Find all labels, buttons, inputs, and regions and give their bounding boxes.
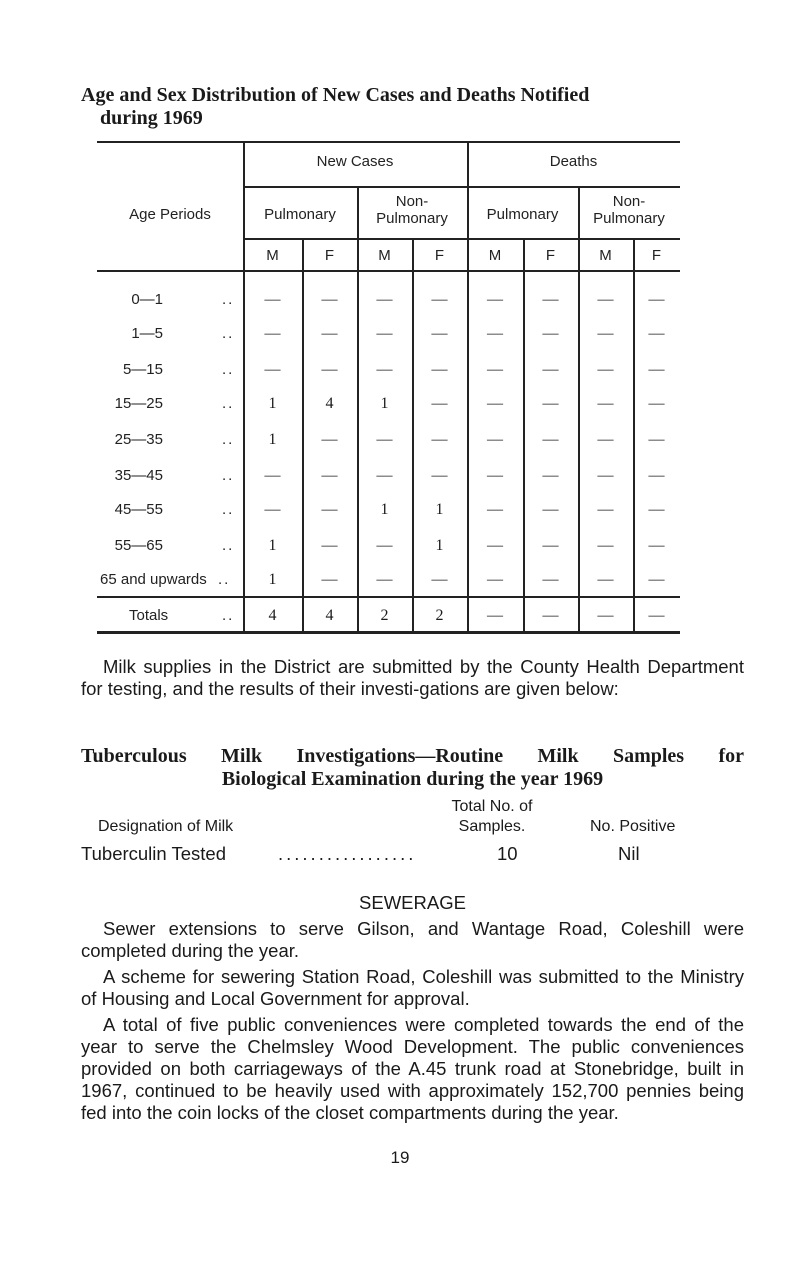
table-cell: — bbox=[321, 501, 338, 518]
table-cell: — bbox=[597, 571, 614, 588]
milk-col-samples-header-1: Total No. of bbox=[451, 798, 533, 815]
table-cell: — bbox=[487, 361, 503, 378]
table-cell: 1 bbox=[268, 537, 277, 554]
sub-header-nonpulmonary-deaths: Non- Pulmonary bbox=[593, 193, 665, 227]
sex-header: F bbox=[545, 247, 556, 264]
table-cell: — bbox=[376, 537, 393, 554]
table-cell: — bbox=[264, 467, 281, 484]
table-top-rule bbox=[97, 141, 680, 143]
table-cell: — bbox=[431, 325, 448, 342]
table-cell: — bbox=[431, 361, 448, 378]
milk-col-samples-header-2: Samples. bbox=[458, 818, 526, 835]
milk-row-designation: Tuberculin Tested bbox=[81, 843, 227, 864]
group-header-deaths: Deaths bbox=[549, 153, 598, 170]
table-cell: — bbox=[648, 501, 665, 518]
table-row-leader-dots: .. bbox=[222, 467, 235, 484]
milk-row-leader-dots: ................. bbox=[278, 843, 417, 864]
table-cell: — bbox=[648, 291, 665, 308]
table-cell: — bbox=[431, 431, 448, 448]
milk-row-samples: 10 bbox=[497, 843, 518, 864]
table-cell: 4 bbox=[325, 395, 334, 412]
table-cell: — bbox=[542, 467, 559, 484]
table-cell: — bbox=[376, 467, 393, 484]
table-cell: — bbox=[597, 361, 614, 378]
table-cell: — bbox=[321, 467, 338, 484]
table-cell: — bbox=[376, 431, 393, 448]
table-cell: 1 bbox=[268, 571, 277, 588]
table-cell: — bbox=[542, 361, 559, 378]
table-cell: — bbox=[264, 361, 281, 378]
table-cell: — bbox=[431, 395, 448, 412]
table-cell: — bbox=[431, 291, 448, 308]
table-cell: — bbox=[487, 291, 503, 308]
totals-cell: 4 bbox=[325, 607, 334, 624]
table-cell: — bbox=[597, 431, 614, 448]
table-cell: 1 bbox=[435, 537, 444, 554]
table-cell: — bbox=[542, 501, 559, 518]
table-cell: — bbox=[542, 431, 559, 448]
table-row-age: 1—5 bbox=[131, 325, 163, 342]
table-row-age: 0—1 bbox=[131, 291, 163, 308]
table-cell: — bbox=[431, 571, 448, 588]
sewerage-heading: SEWERAGE bbox=[359, 892, 466, 913]
table-cell: — bbox=[431, 467, 448, 484]
totals-rule bbox=[97, 596, 680, 598]
table-cell: — bbox=[321, 431, 338, 448]
table-cell: — bbox=[542, 325, 559, 342]
table-row-leader-dots: .. bbox=[222, 395, 235, 412]
table-row-age: 5—15 bbox=[122, 361, 163, 378]
page-title bbox=[81, 84, 741, 130]
table-cell: — bbox=[321, 291, 338, 308]
sex-header: M bbox=[599, 247, 612, 264]
table-cell: — bbox=[487, 395, 503, 412]
table-cell: — bbox=[376, 291, 393, 308]
table-bottom-rule bbox=[97, 631, 680, 634]
table-row-age: 55—65 bbox=[114, 537, 163, 554]
table-cell: — bbox=[321, 571, 338, 588]
group-header-new-cases: New Cases bbox=[316, 153, 394, 170]
age-sex-table bbox=[97, 141, 680, 633]
table-cell: — bbox=[264, 325, 281, 342]
table-row-age: 65 and upwards bbox=[100, 571, 207, 588]
table-cell: — bbox=[597, 501, 614, 518]
table-row-leader-dots: .. bbox=[222, 361, 235, 378]
table-cell: — bbox=[597, 537, 614, 554]
sex-header: M bbox=[378, 247, 391, 264]
table-cell: — bbox=[597, 467, 614, 484]
table-cell: — bbox=[597, 395, 614, 412]
table-cell: — bbox=[648, 467, 665, 484]
table-row-age: 35—45 bbox=[114, 467, 163, 484]
totals-leader-dots: .. bbox=[222, 607, 235, 624]
table-cell: 1 bbox=[435, 501, 444, 518]
sewerage-paragraph-2: A scheme for sewering Station Road, Coleshill was submitted to the Ministry of Housing and Local Government for approval. bbox=[81, 966, 744, 1009]
tb-heading-line-2: Biological Examination during the year 1969 bbox=[221, 768, 604, 790]
table-row-leader-dots: .. bbox=[222, 537, 235, 554]
totals-cell: 4 bbox=[268, 607, 277, 624]
sexheader-rule bbox=[243, 238, 680, 240]
table-cell: — bbox=[321, 537, 338, 554]
sex-header: M bbox=[488, 247, 502, 264]
col-divider-6 bbox=[578, 186, 580, 632]
table-row-leader-dots: .. bbox=[222, 291, 235, 308]
table-row-age: 45—55 bbox=[114, 501, 163, 518]
table-cell: — bbox=[321, 325, 338, 342]
table-cell: — bbox=[321, 361, 338, 378]
page-number: 19 bbox=[390, 1148, 410, 1167]
table-cell: 1 bbox=[268, 431, 277, 448]
sub-header-nonpulmonary-new: Non- Pulmonary bbox=[376, 193, 448, 227]
totals-cell: — bbox=[487, 607, 503, 624]
table-cell: — bbox=[376, 361, 393, 378]
col-divider-5 bbox=[523, 238, 525, 632]
table-cell: — bbox=[487, 537, 503, 554]
table-cell: — bbox=[487, 431, 503, 448]
table-cell: — bbox=[597, 291, 614, 308]
table-cell: — bbox=[487, 571, 503, 588]
totals-label: Totals bbox=[129, 607, 169, 624]
milk-col-designation-header: Designation of Milk bbox=[98, 818, 234, 835]
sex-header: F bbox=[651, 247, 662, 264]
table-cell: — bbox=[542, 395, 559, 412]
table-cell: — bbox=[648, 571, 665, 588]
table-cell: — bbox=[542, 291, 559, 308]
tb-milk-heading bbox=[81, 745, 744, 791]
col-divider-1 bbox=[302, 238, 304, 632]
sex-header: F bbox=[324, 247, 335, 264]
table-cell: — bbox=[648, 325, 665, 342]
table-cell: — bbox=[648, 537, 665, 554]
sewerage-paragraph-1: Sewer extensions to serve Gilson, and Wantage Road, Coleshill were completed during the year. bbox=[81, 918, 744, 961]
table-cell: — bbox=[264, 291, 281, 308]
subheader-rule bbox=[243, 186, 680, 188]
table-cell: — bbox=[542, 571, 559, 588]
sewerage-paragraph-3: A total of five public conveniences were completed towards the end of the year to serve the Chelmsley Wood Development. The public conveniences provided on both carriageways of the A.45 trunk road at Stonebridge, built in 1967, continued to be heavily used with approximately 152,700 pennies being fed into the coin locks of the closet compartments during the year. bbox=[81, 1014, 744, 1123]
table-cell: — bbox=[487, 501, 503, 518]
table-cell: — bbox=[542, 537, 559, 554]
totals-cell: — bbox=[542, 607, 559, 624]
sub-header-pulmonary-deaths: Pulmonary bbox=[486, 206, 559, 223]
table-row-leader-dots: .. bbox=[218, 571, 231, 588]
table-cell: — bbox=[648, 361, 665, 378]
table-cell: — bbox=[648, 395, 665, 412]
totals-cell: — bbox=[648, 607, 665, 624]
table-row-leader-dots: .. bbox=[222, 325, 235, 342]
table-cell: — bbox=[376, 325, 393, 342]
sex-header: F bbox=[434, 247, 445, 264]
age-periods-header: Age Periods bbox=[129, 206, 211, 223]
totals-cell: 2 bbox=[380, 607, 389, 624]
table-cell: — bbox=[597, 325, 614, 342]
table-cell: — bbox=[487, 467, 503, 484]
milk-intro-paragraph: Milk supplies in the District are submitted by the County Health Department for testing, and the results of their investi-gations are given below: bbox=[81, 656, 744, 699]
tb-heading-line-1: Tuberculous Milk Investigations—Routine Milk Samples for bbox=[81, 745, 744, 767]
milk-row-positive: Nil bbox=[618, 843, 640, 864]
sub-header-pulmonary-new: Pulmonary bbox=[264, 206, 336, 223]
sex-header: M bbox=[266, 247, 279, 264]
totals-cell: 2 bbox=[435, 607, 444, 624]
table-row-age: 15—25 bbox=[114, 395, 163, 412]
title-line-1: Age and Sex Distribution of New Cases and Deaths Notified bbox=[81, 84, 590, 106]
col-divider-3 bbox=[412, 238, 414, 632]
totals-cell: — bbox=[597, 607, 614, 624]
table-row-leader-dots: .. bbox=[222, 501, 235, 518]
table-row-age: 25—35 bbox=[114, 431, 163, 448]
table-row-leader-dots: .. bbox=[222, 431, 235, 448]
table-cell: 1 bbox=[268, 395, 277, 412]
col-divider-2 bbox=[357, 186, 359, 632]
title-line-2: during 1969 bbox=[100, 107, 203, 129]
table-cell: — bbox=[487, 325, 503, 342]
table-cell: 1 bbox=[380, 501, 389, 518]
table-cell: — bbox=[264, 501, 281, 518]
table-cell: — bbox=[648, 431, 665, 448]
header-bottom-rule bbox=[97, 270, 680, 272]
table-cell: — bbox=[376, 571, 393, 588]
table-cell: 1 bbox=[380, 395, 389, 412]
milk-col-positive-header: No. Positive bbox=[590, 818, 676, 835]
